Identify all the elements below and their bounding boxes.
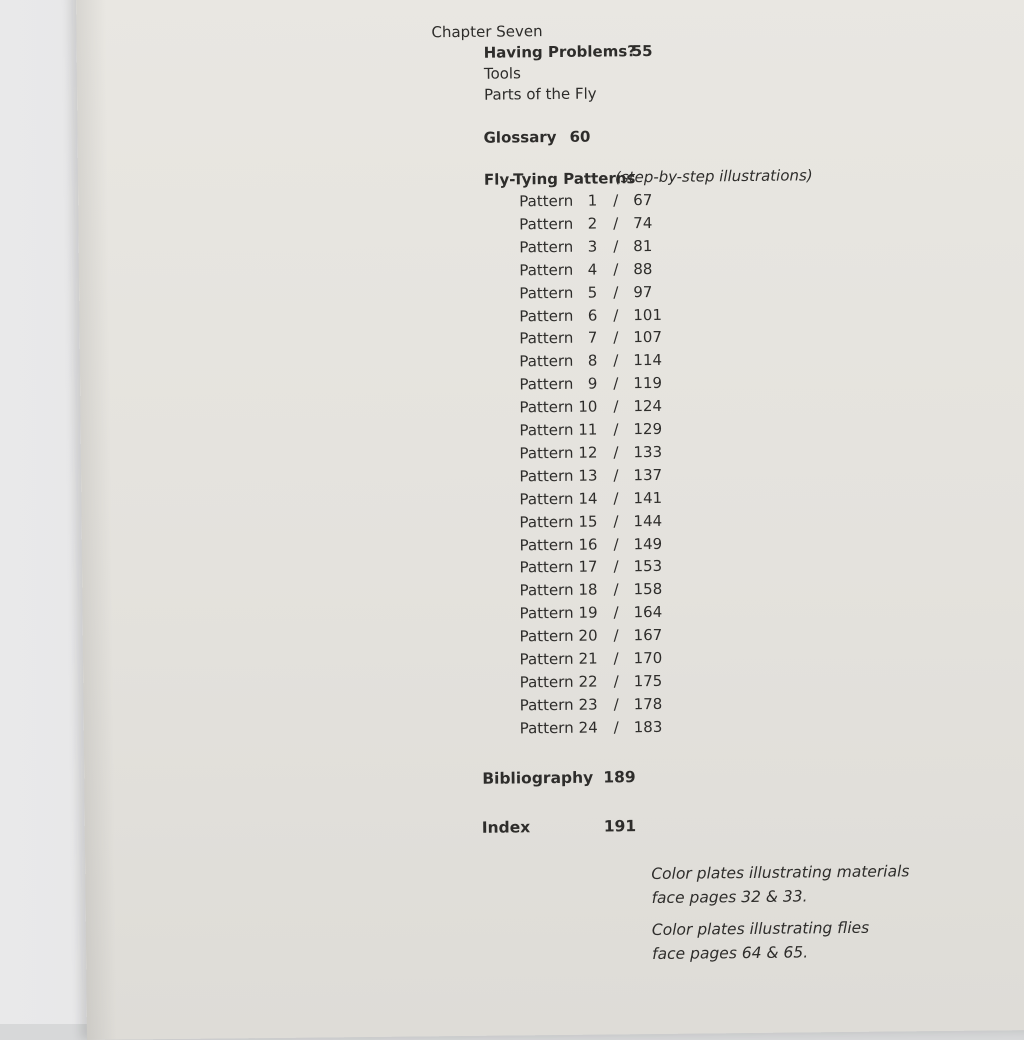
pattern-page: 164 <box>633 603 662 621</box>
pattern-number: 8 <box>561 352 597 370</box>
pattern-page: 149 <box>633 534 662 552</box>
pattern-separator: / <box>613 535 618 553</box>
pattern-label: Pattern <box>520 673 574 692</box>
pattern-separator: / <box>613 558 618 576</box>
pattern-label: Pattern <box>519 192 573 211</box>
pattern-separator: / <box>613 260 618 278</box>
pattern-page: 170 <box>634 649 663 667</box>
pattern-number: 12 <box>561 443 597 461</box>
glossary-page: 60 <box>569 128 590 146</box>
pattern-separator: / <box>613 420 618 438</box>
pattern-page: 107 <box>633 328 662 346</box>
pattern-separator: / <box>614 672 619 690</box>
pattern-number: 21 <box>562 650 598 668</box>
pattern-label: Pattern <box>520 627 574 646</box>
pattern-page: 74 <box>633 214 652 232</box>
pattern-label: Pattern <box>519 260 573 279</box>
pattern-label: Pattern <box>519 352 573 371</box>
chapter-heading-page: 55 <box>632 42 653 60</box>
pattern-number: 24 <box>562 718 598 736</box>
pattern-separator: / <box>614 718 619 736</box>
pattern-number: 18 <box>561 581 597 599</box>
chapter-title: Chapter Seven <box>431 22 542 41</box>
pattern-number: 23 <box>562 695 598 713</box>
pattern-label: Pattern <box>519 398 573 417</box>
pattern-separator: / <box>613 604 618 622</box>
pattern-label: Pattern <box>519 306 573 325</box>
pattern-number: 1 <box>561 192 597 210</box>
pattern-separator: / <box>613 306 618 324</box>
pattern-number: 2 <box>561 214 597 232</box>
pattern-number: 14 <box>561 489 597 507</box>
pattern-separator: / <box>613 489 618 507</box>
pattern-page: 178 <box>634 695 663 713</box>
pattern-number: 13 <box>561 466 597 484</box>
note-flies-line1: Color plates illustrating flies <box>652 916 870 942</box>
patterns-heading: Fly-Tying Patterns <box>484 169 636 189</box>
pattern-label: Pattern <box>519 581 573 600</box>
pattern-page: 88 <box>633 260 652 278</box>
pattern-page: 114 <box>633 351 662 369</box>
book-page <box>76 0 1024 1040</box>
pattern-page: 67 <box>633 191 652 209</box>
pattern-label: Pattern <box>520 719 574 738</box>
pattern-page: 124 <box>633 397 662 415</box>
pattern-label: Pattern <box>520 696 574 715</box>
pattern-separator: / <box>613 466 618 484</box>
pattern-page: 141 <box>633 489 662 507</box>
pattern-separator: / <box>613 329 618 347</box>
pattern-separator: / <box>613 214 618 232</box>
note-flies-line2: face pages 64 & 65. <box>652 940 808 966</box>
pattern-number: 10 <box>561 398 597 416</box>
pattern-number: 3 <box>561 237 597 255</box>
pattern-label: Pattern <box>519 215 573 234</box>
bibliography-page: 189 <box>603 768 636 786</box>
pattern-separator: / <box>613 237 618 255</box>
pattern-page: 133 <box>633 443 662 461</box>
pattern-label: Pattern <box>519 558 573 577</box>
pattern-page: 119 <box>633 374 662 392</box>
pattern-label: Pattern <box>519 535 573 554</box>
pattern-number: 20 <box>562 627 598 645</box>
pattern-number: 22 <box>562 672 598 690</box>
pattern-separator: / <box>613 375 618 393</box>
note-materials-line2: face pages 32 & 33. <box>651 884 807 910</box>
pattern-number: 6 <box>561 306 597 324</box>
pattern-label: Pattern <box>519 375 573 394</box>
pattern-label: Pattern <box>519 604 573 623</box>
pattern-number: 5 <box>561 283 597 301</box>
pattern-separator: / <box>613 352 618 370</box>
pattern-label: Pattern <box>519 444 573 463</box>
pattern-label: Pattern <box>519 512 573 531</box>
chapter-sub-parts: Parts of the Fly <box>484 85 597 104</box>
glossary-label: Glossary <box>483 128 556 147</box>
pattern-number: 7 <box>561 329 597 347</box>
bibliography-label: Bibliography <box>482 769 593 788</box>
pattern-number: 16 <box>561 535 597 553</box>
pattern-separator: / <box>613 191 618 209</box>
pattern-separator: / <box>613 283 618 301</box>
pattern-page: 175 <box>634 672 663 690</box>
pattern-separator: / <box>613 512 618 530</box>
pattern-label: Pattern <box>519 467 573 486</box>
pattern-page: 144 <box>633 511 662 529</box>
pattern-page: 81 <box>633 237 652 255</box>
pattern-page: 183 <box>634 718 663 736</box>
chapter-sub-tools: Tools <box>484 64 521 82</box>
pattern-separator: / <box>613 581 618 599</box>
pattern-label: Pattern <box>519 329 573 348</box>
pattern-number: 11 <box>561 421 597 439</box>
pattern-page: 167 <box>634 626 663 644</box>
pattern-number: 9 <box>561 375 597 393</box>
pattern-separator: / <box>614 649 619 667</box>
patterns-subheading: (step-by-step illustrations) <box>615 166 813 186</box>
pattern-label: Pattern <box>520 650 574 669</box>
pattern-page: 137 <box>633 466 662 484</box>
pattern-label: Pattern <box>519 421 573 440</box>
index-page: 191 <box>604 817 637 835</box>
pattern-separator: / <box>613 443 618 461</box>
pattern-page: 153 <box>633 557 662 575</box>
pattern-label: Pattern <box>519 490 573 509</box>
pattern-number: 19 <box>561 604 597 622</box>
pattern-separator: / <box>614 626 619 644</box>
pattern-page: 101 <box>633 305 662 323</box>
index-label: Index <box>482 818 531 837</box>
pattern-number: 15 <box>561 512 597 530</box>
pattern-label: Pattern <box>519 283 573 302</box>
chapter-heading: Having Problems? <box>484 42 636 62</box>
pattern-page: 158 <box>633 580 662 598</box>
pattern-page: 129 <box>633 420 662 438</box>
pattern-label: Pattern <box>519 238 573 257</box>
pattern-separator: / <box>614 695 619 713</box>
pattern-number: 17 <box>561 558 597 576</box>
pattern-page: 97 <box>633 283 652 301</box>
pattern-number: 4 <box>561 260 597 278</box>
pattern-separator: / <box>613 397 618 415</box>
note-materials-line1: Color plates illustrating materials <box>651 859 909 886</box>
